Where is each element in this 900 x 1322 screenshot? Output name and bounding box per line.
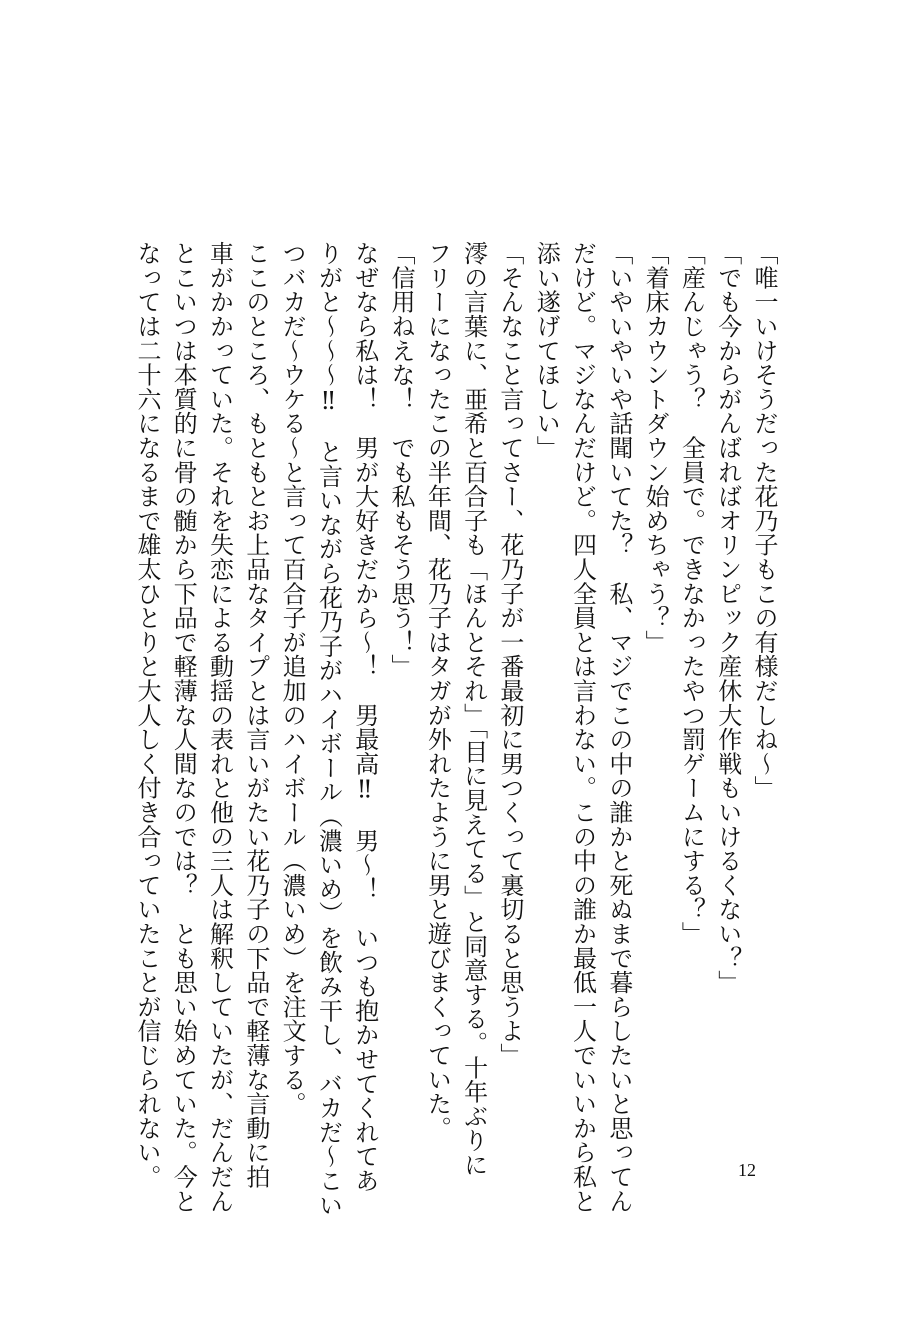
text-line: ここのところ、もともとお上品なタイプとは言いがたい花乃子の下品で軽薄な言動に拍 bbox=[241, 241, 270, 1189]
text-line: 「着床カウントダウン始めちゃう？」 bbox=[641, 241, 670, 655]
text-line: 「いやいやいや話聞いてた？ 私、マジでこの中の誰かと死ぬまで暮らしたいと思ってん bbox=[604, 241, 633, 1213]
page-number: 12 bbox=[738, 1160, 756, 1180]
text-line: 「産んじゃう？ 全員で。できなかったやつ罰ゲームにする？」 bbox=[677, 241, 706, 946]
text-line: 「信用ねえな！ でも私もそう思う！」 bbox=[387, 241, 416, 679]
text-line: りがと〜〜〜‼ と言いながら花乃子がハイボール（濃いめ）を飲み干し、バカだ〜こい bbox=[314, 241, 343, 1217]
text-line: だけど。マジなんだけど。四人全員とは言わない。この中の誰か最低一人でいいから私と bbox=[568, 241, 597, 1213]
text-line: つバカだ〜ウケる〜と言って百合子が追加のハイボール（濃いめ）を注文する。 bbox=[278, 241, 307, 1116]
text-line: とこいつは本質的に骨の髄から下品で軽薄な人間なのでは？ とも思い始めていた。今と bbox=[169, 241, 198, 1213]
text-line: 「唯一いけそうだった花乃子もこの有様だしね〜」 bbox=[750, 241, 778, 800]
text-line: 車がかかっていた。それを失恋による動揺の表れと他の三人は解釈していたが、だんだん bbox=[205, 241, 234, 1213]
text-line: 「でも今からがんばればオリンピック産休大作戦もいけるくない？」 bbox=[713, 241, 742, 995]
text-line: なっては二十六になるまで雄太ひとりと大人しく付き合っていたことが信じられない。 bbox=[132, 241, 161, 1189]
text-line: 澪の言葉に、亜希と百合子も「ほんとそれ」「目に見えてる」と同意する。十年ぶりに bbox=[459, 241, 488, 1177]
text-line: 「そんなこと言ってさー、花乃子が一番最初に男つくって裏切ると思うよ」 bbox=[495, 241, 524, 1068]
text-line: 添い遂げてほしい」 bbox=[532, 241, 561, 460]
text-line: フリーになったこの半年間、花乃子はタガが外れたように男と遊びまくっていた。 bbox=[423, 241, 452, 1141]
text-line: なぜなら私は！ 男が大好きだから〜！ 男最高‼ 男〜！ いつも抱かせてくれてあ bbox=[350, 241, 379, 1193]
